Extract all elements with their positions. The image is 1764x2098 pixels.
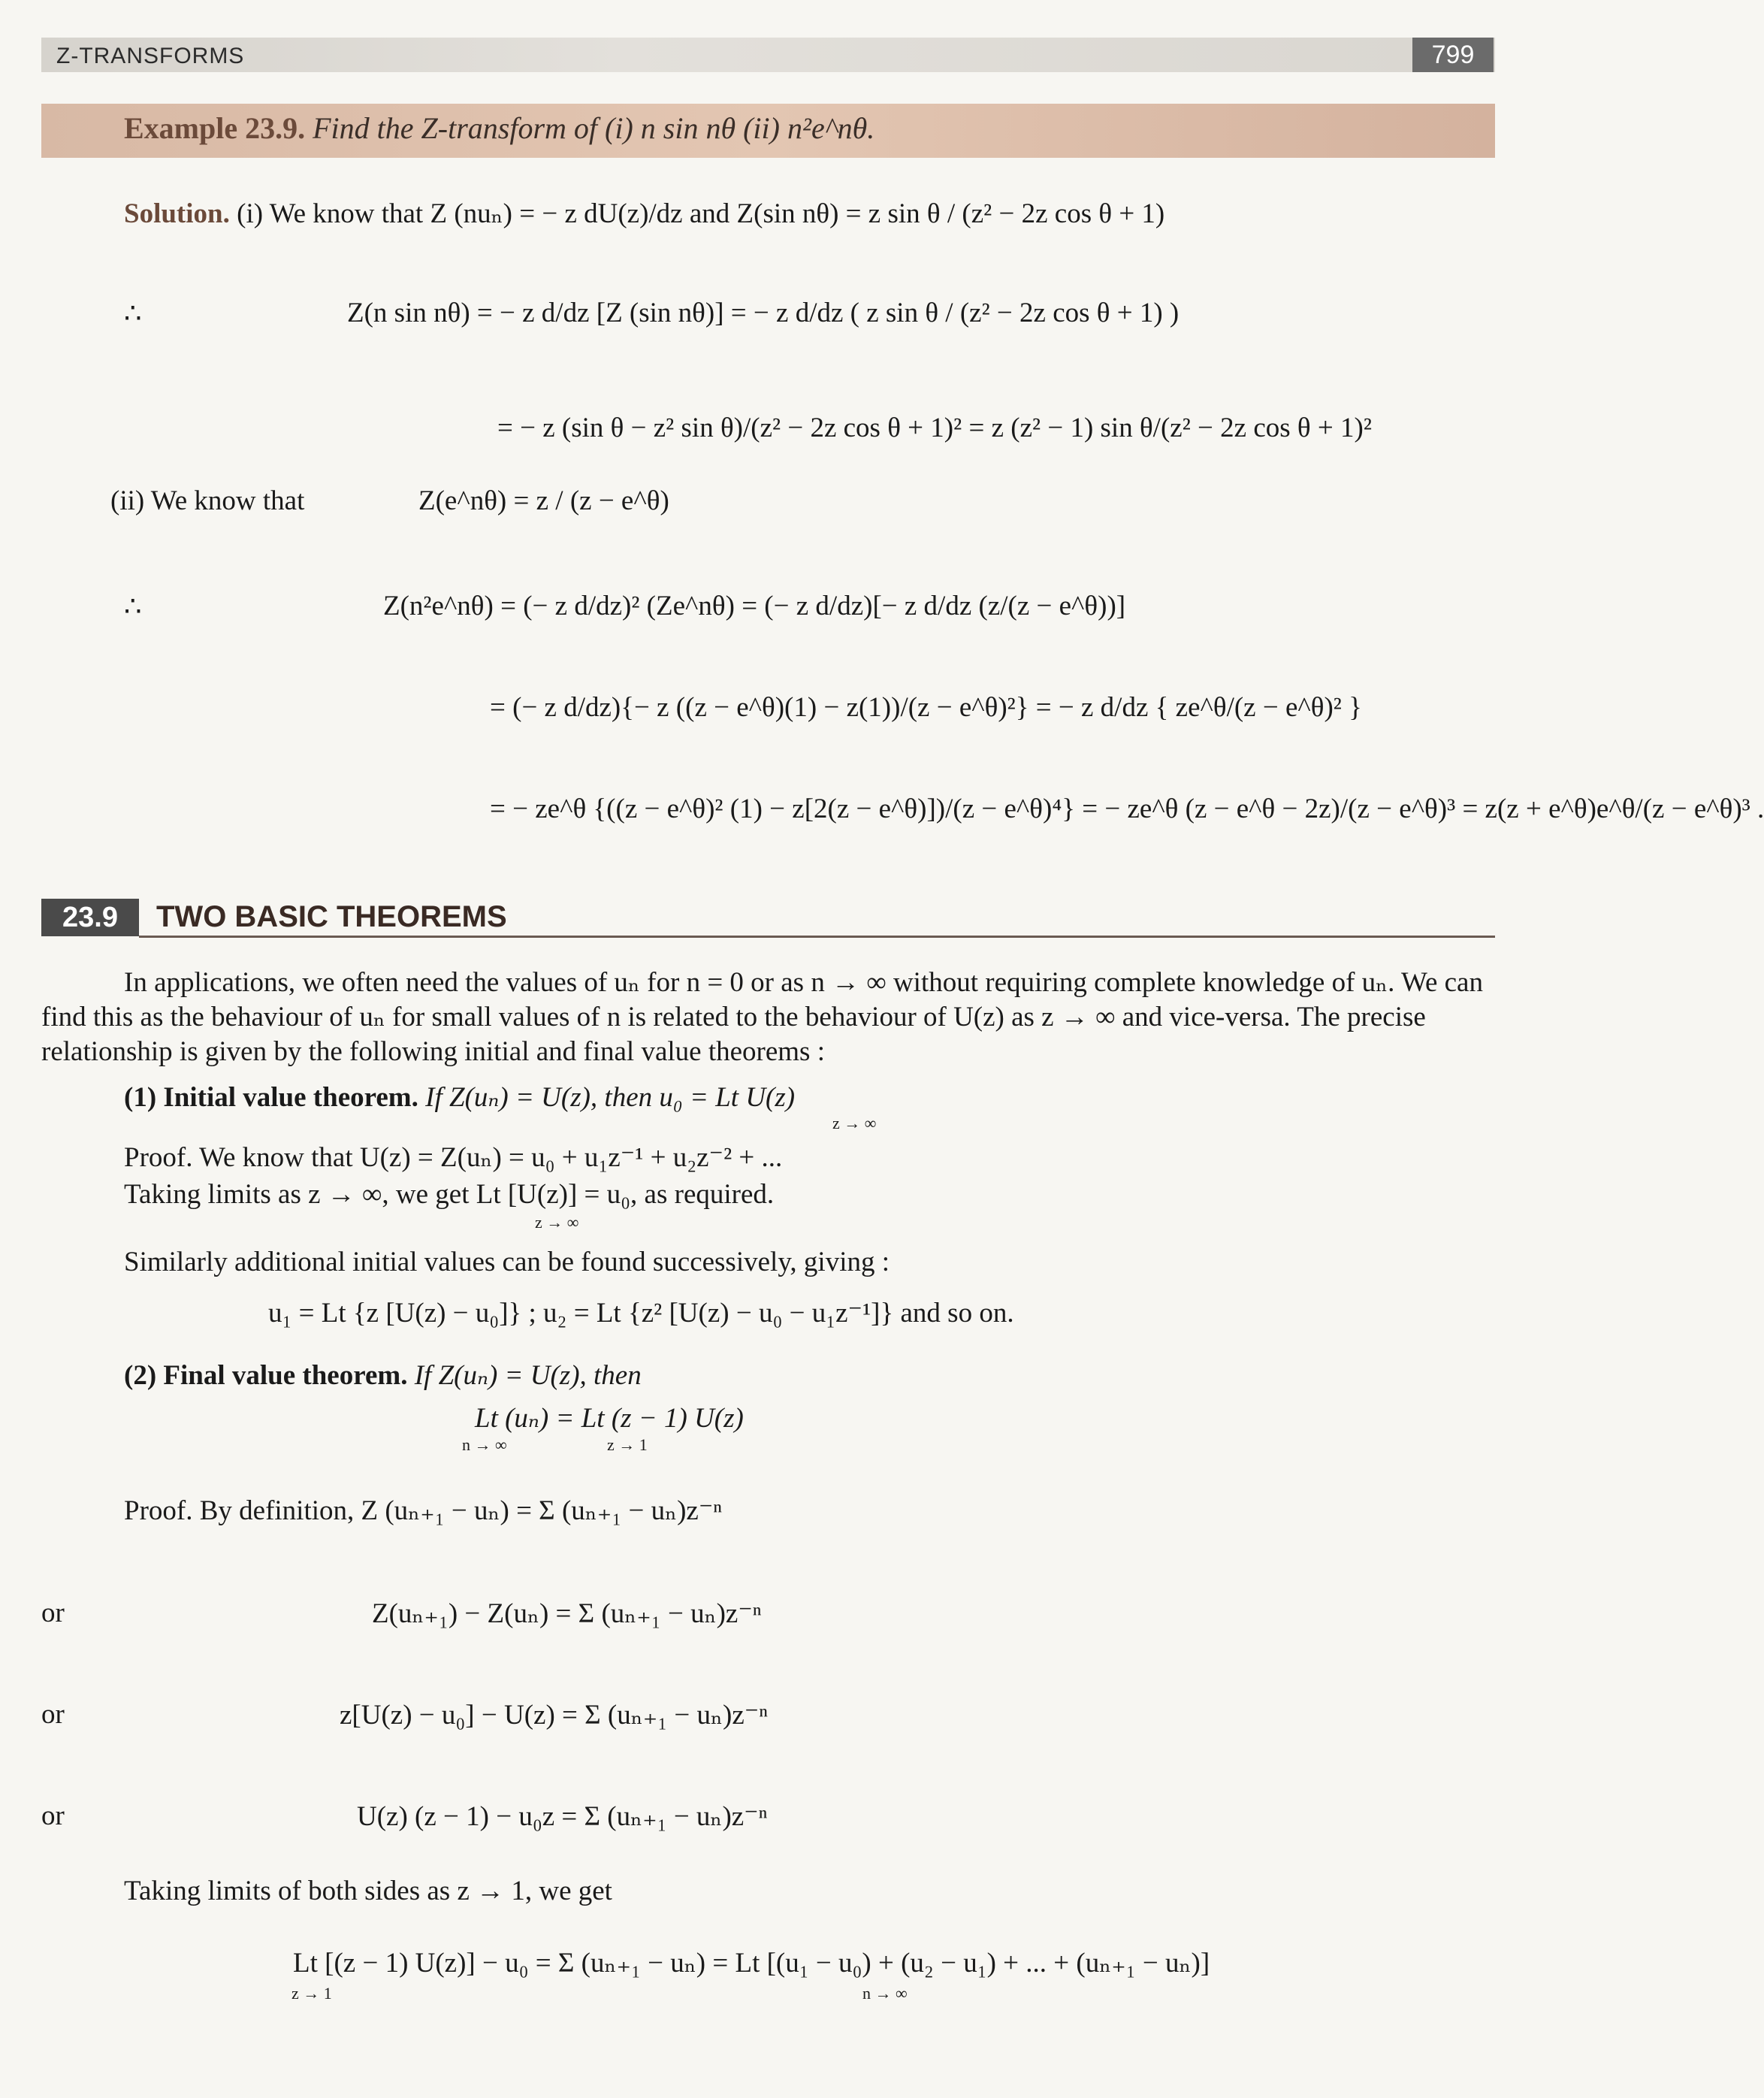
equation-4: Z(n²e^nθ) = (− z d/dz)² (Ze^nθ) = (− z d/dz)[− z d/dz (z/(z − e^θ))] [383,591,1126,621]
example-heading [124,110,874,146]
initial-value-theorem [124,1081,795,1114]
running-header-band [41,38,1495,72]
final-sub-z: z → 1 [291,1984,332,2003]
theorem1-label: (1) Initial value theorem. [124,1082,418,1113]
initial-values-formula: u₁ = Lt {z [U(z) − u₀]} ; u₂ = Lt {z² [U(z) − u₀ − u₁z⁻¹]} and so on. [268,1298,1014,1329]
proof1-line2: Taking limits as z → ∞, we get Lt [U(z)] = u₀, as required. [124,1179,775,1210]
final-equation: Lt [(z − 1) U(z)] − u₀ = Σ (uₙ₊₁ − uₙ) = Lt [(u₁ − u₀) + (u₂ − u₁) + ... + (uₙ₊₁ − uₙ)] [293,1948,1210,1979]
equation-5: = (− z d/dz){− z ((z − e^θ)(1) − z(1))/(z − e^θ)²} = − z d/dz { ze^θ/(z − e^θ)² } [490,692,1362,723]
theorem2-sub-n: n → ∞ [462,1435,507,1454]
section-number: 23.9 [41,899,139,936]
running-title: Z-TRANSFORMS [56,44,245,68]
equation-1: Z(n sin nθ) = − z d/dz [Z (sin nθ)] = − z d/dz ( z sin θ / (z² − 2z cos θ + 1) ) [347,298,1180,328]
theorem1-statement: If Z(uₙ) = U(z), then u₀ = Lt U(z) [425,1082,796,1113]
or-label-2: or [41,1699,65,1730]
proof1-limit-sub: z → ∞ [535,1213,579,1232]
theorem1-limit-sub: z → ∞ [832,1114,877,1132]
proof2-line4: U(z) (z − 1) − u₀z = Σ (uₙ₊₁ − uₙ)z⁻ⁿ [357,1801,768,1832]
example-text: Find the Z-transform of (i) n sin nθ (ii) n²e^nθ. [313,111,875,145]
section-title: TWO BASIC THEOREMS [156,900,507,933]
equation-3: Z(e^nθ) = z / (z − e^θ) [418,485,669,516]
therefore-symbol-2: ∴ [124,591,142,622]
solution-line1-text: (i) We know that Z (nuₙ) = − z dU(z)/dz and Z(sin nθ) = z sin θ / (z² − 2z cos θ + 1) [237,198,1165,229]
intro-paragraph: In applications, we often need the values of uₙ for n = 0 or as n → ∞ without requiring complete knowledge of uₙ. We can find this as the behaviour of uₙ for small values of n is related to the behaviour of U(z) as z → ∞ and vice-versa. The precise relationship is given by the following initial and final value theorems : [41,967,1483,1067]
or-label-1: or [41,1598,65,1628]
taking-limits-text: Taking limits of both sides as z → 1, we get [124,1876,612,1906]
equation-2: = − z (sin θ − z² sin θ)/(z² − 2z cos θ + 1)² = z (z² − 1) sin θ/(z² − 2z cos θ + 1)² [497,413,1372,443]
proof2-line2: Z(uₙ₊₁) − Z(uₙ) = Σ (uₙ₊₁ − uₙ)z⁻ⁿ [372,1598,762,1629]
proof1-line1: Proof. We know that U(z) = Z(uₙ) = u₀ + u₁z⁻¹ + u₂z⁻² + ... [124,1142,783,1173]
section-rule [139,936,1495,938]
solution-line1 [124,197,1164,230]
final-value-theorem [124,1359,642,1392]
part-ii-label: (ii) We know that [110,485,305,516]
example-label: Example 23.9. [124,111,306,145]
theorem2-formula: Lt (uₙ) = Lt (z − 1) U(z) [475,1403,744,1434]
similarly-text: Similarly additional initial values can be found successively, giving : [124,1247,890,1277]
therefore-symbol-1: ∴ [124,298,142,329]
theorem2-sub-z: z → 1 [607,1435,648,1454]
theorem2-label: (2) Final value theorem. [124,1360,408,1391]
page-number: 799 [1412,38,1494,72]
proof2-line3: z[U(z) − u₀] − U(z) = Σ (uₙ₊₁ − uₙ)z⁻ⁿ [340,1700,768,1731]
or-label-3: or [41,1800,65,1831]
equation-6: = − ze^θ {((z − e^θ)² (1) − z[2(z − e^θ)])/(z − e^θ)⁴} = − ze^θ (z − e^θ − 2z)/(z − e^θ)³ = z(z + e^θ)e^θ/(z − e^θ)³ . [490,794,1764,824]
proof2-line1: Proof. By definition, Z (uₙ₊₁ − uₙ) = Σ (uₙ₊₁ − uₙ)z⁻ⁿ [124,1495,723,1526]
solution-label: Solution. [124,198,230,229]
final-sub-n: n → ∞ [862,1984,908,2003]
theorem2-statement: If Z(uₙ) = U(z), then [414,1360,642,1391]
